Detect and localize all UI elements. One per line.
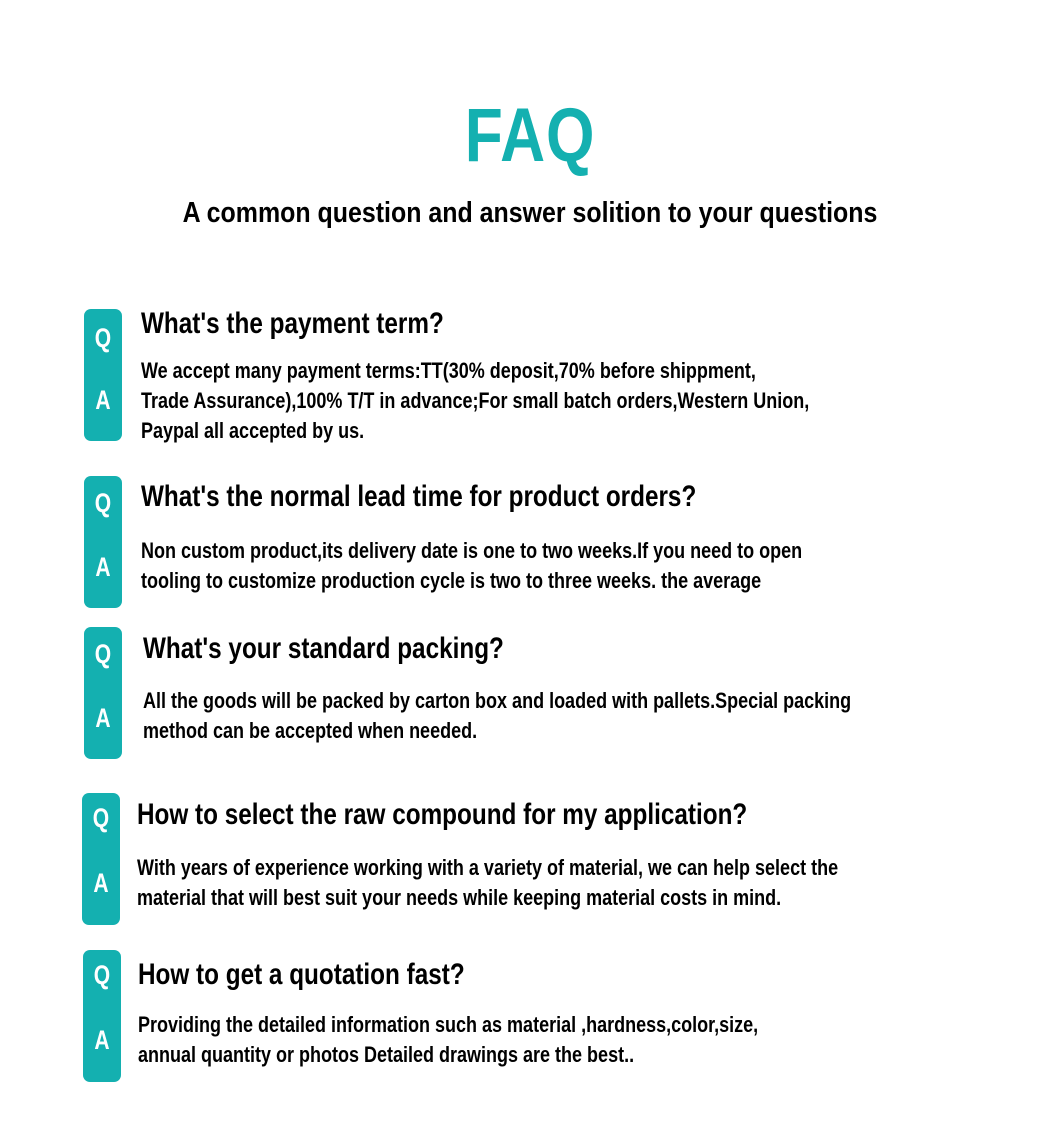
answer-text <box>137 853 838 913</box>
question-text: What's the normal lead time for product orders? <box>141 480 697 513</box>
answer-text <box>141 356 809 446</box>
answer-line: material that will best suit your needs while keeping material costs in mind. <box>137 885 782 910</box>
question-text: What's the payment term? <box>141 307 444 340</box>
a-letter: A <box>95 385 111 415</box>
qa-badge <box>84 309 122 441</box>
q-letter: Q <box>94 639 112 669</box>
a-letter: A <box>95 703 111 733</box>
q-letter: Q <box>94 323 112 353</box>
q-letter: Q <box>93 960 111 990</box>
answer-text <box>138 1010 758 1070</box>
faq-title: FAQ <box>464 93 596 178</box>
answer-text <box>141 536 802 596</box>
question-text: What's your standard packing? <box>143 632 504 665</box>
question-text: How to get a quotation fast? <box>138 958 465 991</box>
question-text: How to select the raw compound for my application? <box>137 798 748 831</box>
answer-line: Non custom product,its delivery date is one to two weeks.If you need to open <box>141 538 803 563</box>
answer-line: Trade Assurance),100% T/T in advance;For small batch orders,Western Union, <box>141 388 810 413</box>
answer-line: Providing the detailed information such as material ,hardness,color,size, <box>138 1012 759 1037</box>
q-letter: Q <box>92 803 110 833</box>
q-letter: Q <box>94 488 112 518</box>
answer-line: tooling to customize production cycle is two to three weeks. the average <box>141 568 762 593</box>
qa-badge <box>83 950 121 1082</box>
qa-badge <box>82 793 120 925</box>
answer-line: With years of experience working with a variety of material, we can help select the <box>137 855 839 880</box>
answer-line: Paypal all accepted by us. <box>141 418 365 443</box>
answer-line: method can be accepted when needed. <box>143 718 478 743</box>
answer-line: annual quantity or photos Detailed drawings are the best.. <box>138 1042 635 1067</box>
a-letter: A <box>94 1025 110 1055</box>
qa-badge <box>84 476 122 608</box>
answer-text <box>143 686 851 746</box>
answer-line: We accept many payment terms:TT(30% deposit,70% before shippment, <box>141 358 756 383</box>
qa-badge <box>84 627 122 759</box>
answer-line: All the goods will be packed by carton box and loaded with pallets.Special packing <box>143 688 852 713</box>
a-letter: A <box>95 552 111 582</box>
faq-subtitle: A common question and answer solition to your questions <box>182 197 878 229</box>
a-letter: A <box>93 868 109 898</box>
